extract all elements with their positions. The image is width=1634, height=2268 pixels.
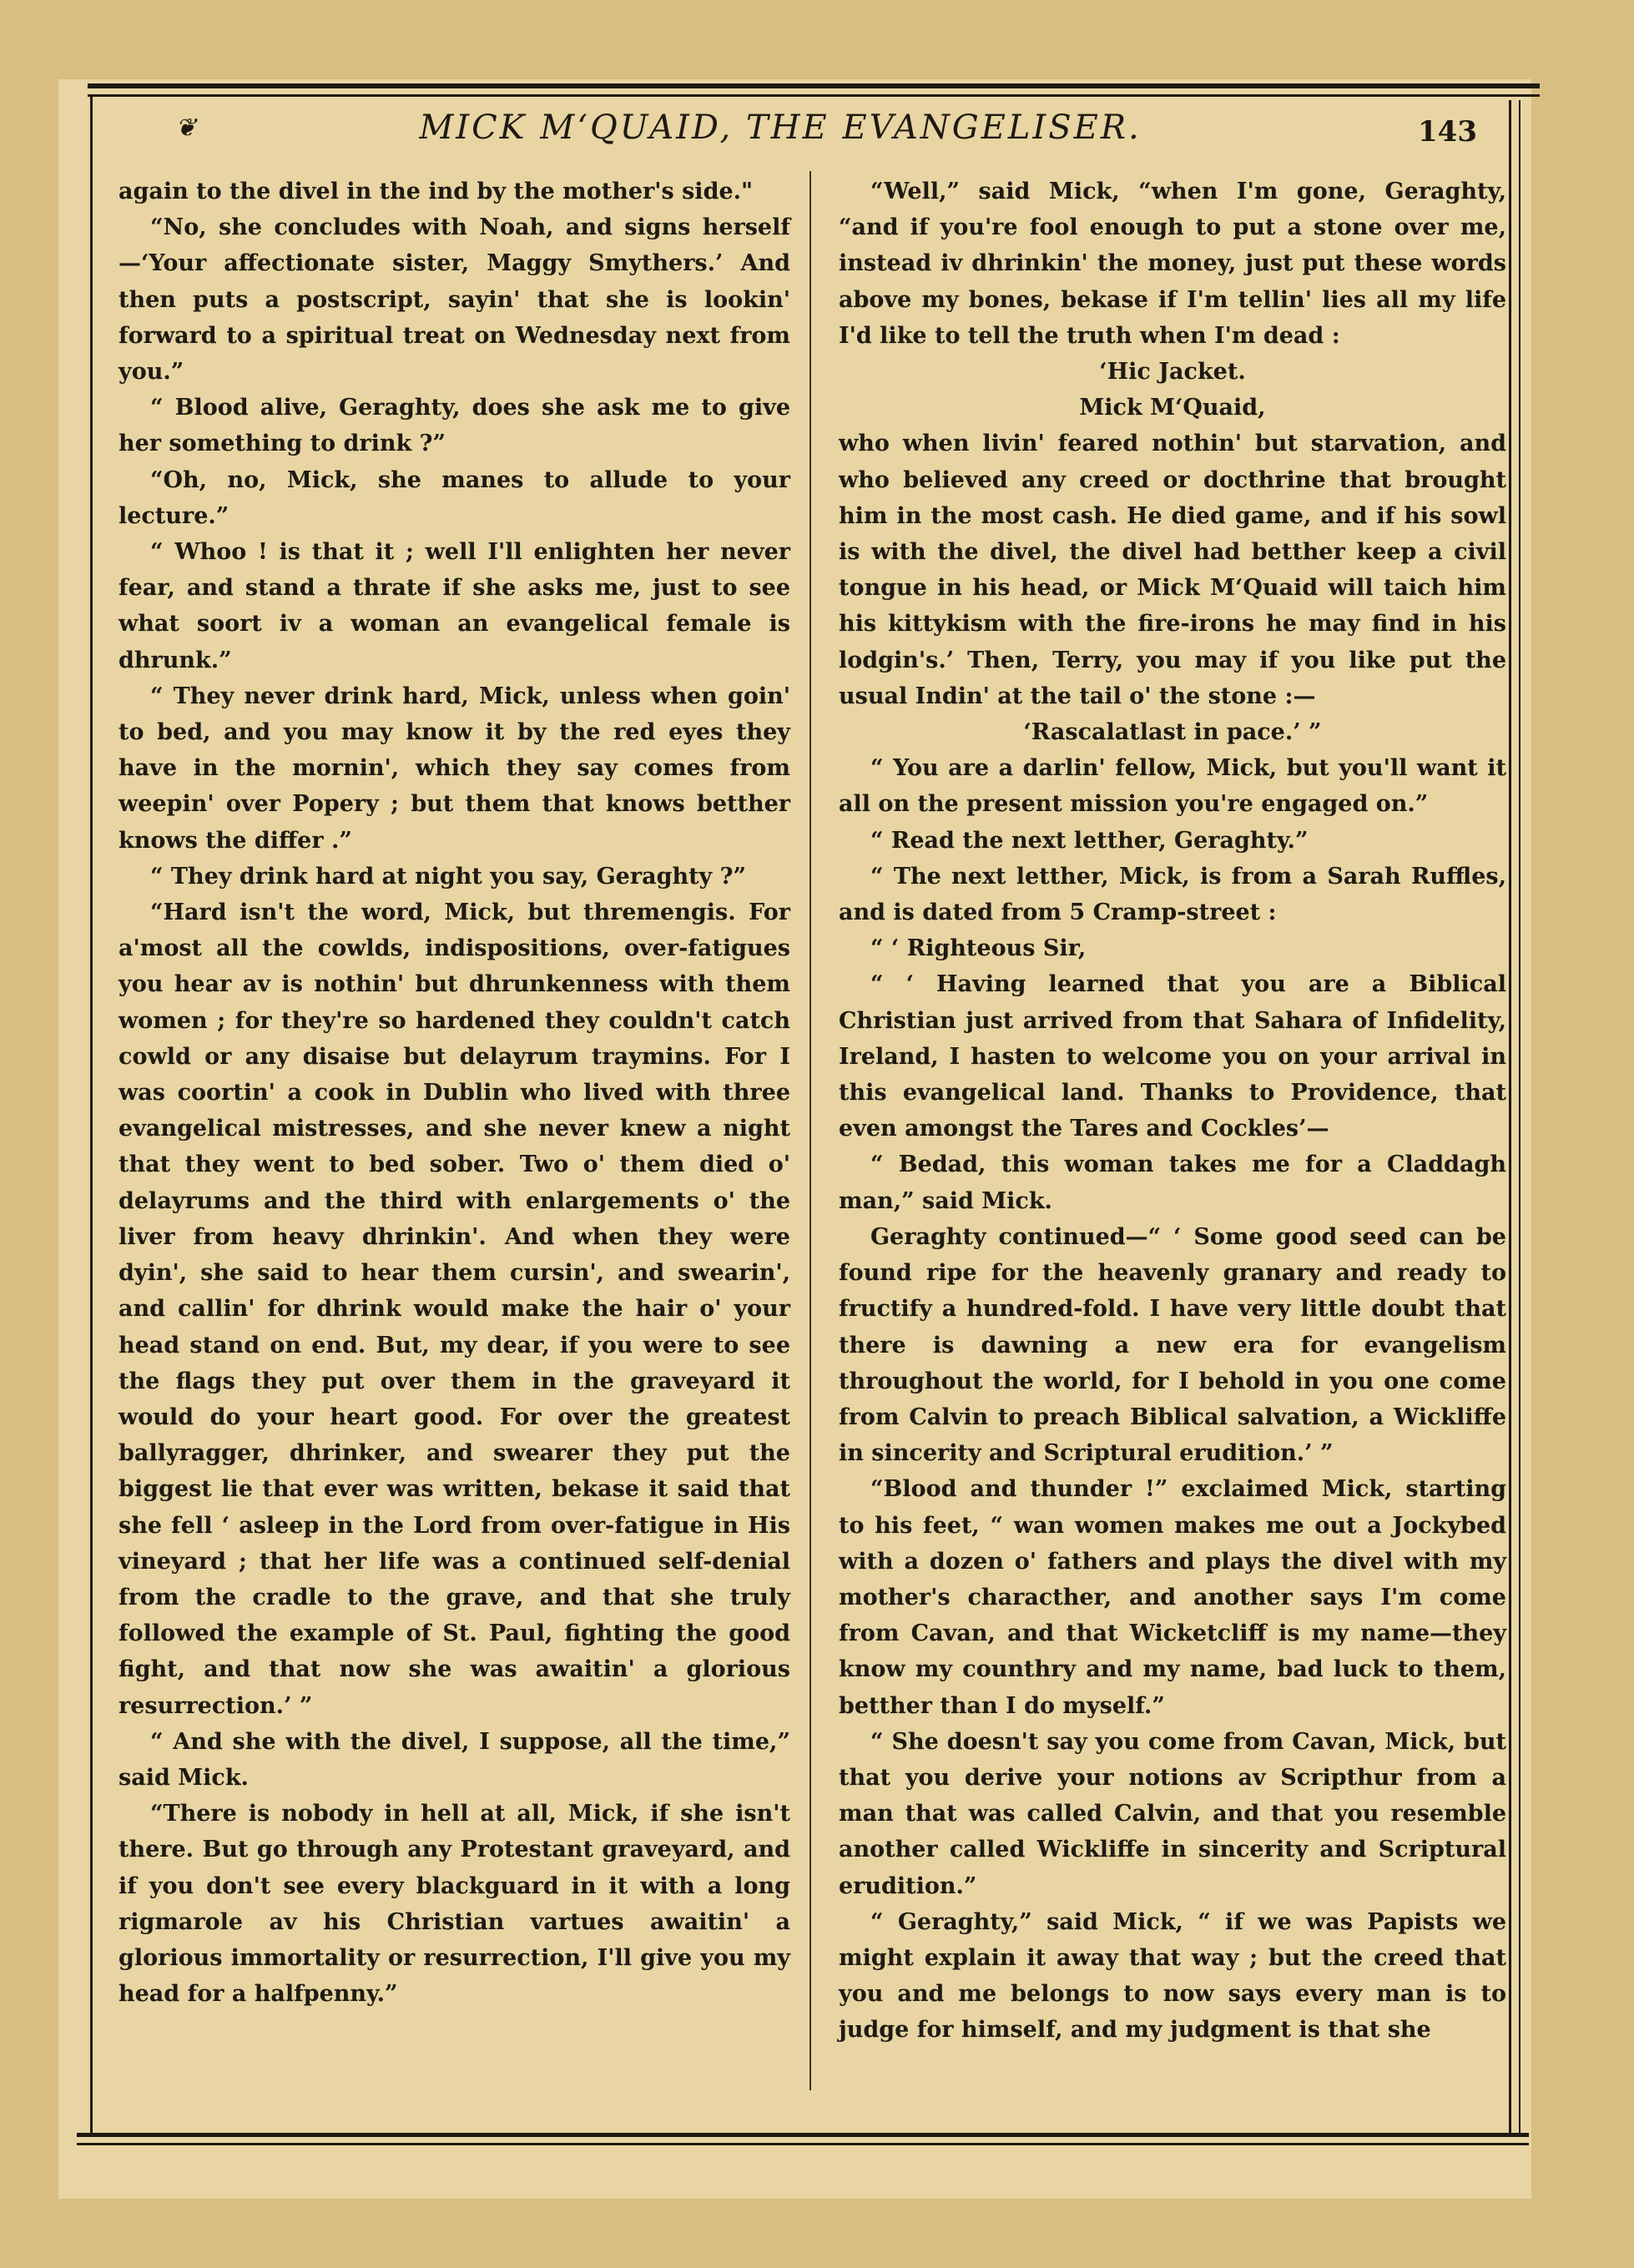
bottom-border-rule (77, 2133, 1529, 2137)
left-border-rule (90, 96, 93, 2136)
paragraph: “ She doesn't say you come from Cavan, Mick, but that you derive your notions av Scripthur from a man that was called Calvin, and that you resemble another called Wickliffe in sincerity and Scriptural erudition.” (839, 1728, 1506, 1899)
epitaph-line: Mick M‘Quaid, (1079, 395, 1266, 421)
paragraph: “ The next letther, Mick, is from a Sarah Ruffles, and is dated from 5 Cramp-street : (839, 863, 1506, 926)
paragraph: “No, she concludes with Noah, and signs herself—‘Your affectionate sister, Maggy Smythers.’ And then puts a postscript, sayin' that she is lookin' forward to a spiritual treat on Wednesday next from you.” (119, 214, 790, 386)
running-title: MICK M‘QUAID, THE EVANGELISER. (419, 108, 1142, 147)
paragraph: “ Blood alive, Geraghty, does she ask me to give her something to drink ?” (119, 395, 790, 457)
paragraph: “ Read the next letther, Geraghty.” (870, 827, 1309, 854)
right-border-rule-thin (1519, 100, 1521, 2136)
paragraph: “Hard isn't the word, Mick, but thremengis. For a'most all the cowlds, indispositions, over-fatigues you hear av is nothin' but dhrunkenness with them women ; for they're so hardened they couldn't catch cowld or any disaise but delayrum traymins. For I was coortin' a cook in Dublin who lived with three evangelical mistresses, and she never knew a night that they went to bed sober. Two o' them died o' delayrums and the third with enlargements o' the liver from heavy dhrinkin'. And when they were dyin', she said to hear them cursin', and swearin', and callin' for dhrink would make the hair o' your head stand on end. But, my dear, if you were to see the flags they put over them in the graveyard it would do your heart good. For over the greatest ballyragger, dhrinker, and swearer they put the biggest lie that ever was written, bekase it said that she fell ‘ asleep in the Lord from over-fatigue in His vineyard ; that her life was a continued self-denial from the cradle to the grave, and that she truly followed the example of St. Paul, fighting the good fight, and that now she was awaitin' a glorious resurrection.’ ” (119, 900, 790, 1719)
paragraph: who when livin' feared nothin' but starvation, and who believed any creed or docthrine that brought him in the most cash. He died game, and if his sowl is with the divel, the divel had betther keep a civil tongue in his head, or Mick M‘Quaid will taich him his kittykism with the fire-irons he may find in his lodgin's.’ Then, Terry, you may if you like put the usual Indin' at the tail o' the stone :— (839, 431, 1506, 709)
bottom-border-rule-thin (77, 2143, 1529, 2145)
paragraph: Geraghty continued—“ ‘ Some good seed can be found ripe for the heavenly granary and ready to fructify a hundred-fold. I have very little doubt that there is dawning a new era for evangelism throughout the world, for I behold in you one come from Calvin to preach Biblical salvation, a Wickliffe in sincerity and Scriptural erudition.’ ” (839, 1223, 1506, 1467)
paragraph: “ You are a darlin' fellow, Mick, but you'll want it all on the present mission you're engaged on.” (839, 755, 1506, 818)
paragraph: “ Geraghty,” said Mick, “ if we was Papists we might explain it away that way ; but the creed that you and me belongs to now says every man is to judge for himself, and my judgment is that she (839, 1908, 1506, 2044)
left-column (119, 174, 790, 2012)
paragraph: “Well,” said Mick, “when I'm gone, Geraghty, “and if you're fool enough to put a stone over me, instead iv dhrinkin' the money, just put these words above my bones, bekase if I'm tellin' lies all my life I'd like to tell the truth when I'm dead : (839, 179, 1506, 349)
paragraph: “ They drink hard at night you say, Geraghty ?” (150, 863, 746, 890)
page-number: 143 (1418, 115, 1477, 149)
paragraph: “ And she with the divel, I suppose, all the time,” said Mick. (119, 1728, 790, 1791)
paragraph: “There is nobody in hell at all, Mick, if she isn't there. But go through any Protestant graveyard, and if you don't see every blackguard in it with a long rigmarole av his Christian vartues awaitin' a glorious immortality or resurrection, I'll give you my head for a halfpenny.” (119, 1801, 790, 2008)
paragraph: “ ‘ Having learned that you are a Biblical Christian just arrived from that Sahara of Infidelity, Ireland, I hasten to welcome you on your arrival in this evangelical land. Thanks to Providence, that even amongst the Tares and Cockles’— (839, 971, 1506, 1142)
paragraph: “ ‘ Righteous Sir, (870, 935, 1087, 962)
paragraph: “ Whoo ! is that it ; well I'll enlighten her never fear, and stand a thrate if she asks me, just to see what soort iv a woman an evangelical female is dhrunk.” (119, 539, 790, 673)
top-border-rule (88, 83, 1540, 88)
right-column (839, 174, 1506, 2049)
right-border-rule (1509, 100, 1511, 2136)
running-header (117, 108, 1510, 159)
epitaph-line: ‘Hic Jacket. (1099, 359, 1246, 386)
paragraph: “Blood and thunder !” exclaimed Mick, starting to his feet, “ wan women makes me out a Jockybed with a dozen o' fathers and plays the divel with my mother's characther, and another says I'm come from Cavan, and that Wicketcliff is my name—they know my counthry and my name, bad luck to them, betther than I do myself.” (839, 1476, 1506, 1719)
top-border-rule-thin (88, 94, 1540, 97)
paragraph: “Oh, no, Mick, she manes to allude to your lecture.” (119, 466, 790, 529)
ornament-icon: ❦ (175, 113, 197, 143)
paragraph: “ They never drink hard, Mick, unless when goin' to bed, and you may know it by the red eyes they have in the mornin', which they say comes from weepin' over Popery ; but them that knows betther knows the differ .” (119, 683, 790, 854)
paragraph: “ Bedad, this woman takes me for a Claddagh man,” said Mick. (839, 1152, 1506, 1214)
paragraph: again to the divel in the ind by the mother's side." (119, 179, 754, 204)
column-divider (809, 171, 811, 2090)
epitaph-line: ‘Rascalatlast in pace.’ ” (1023, 719, 1322, 746)
